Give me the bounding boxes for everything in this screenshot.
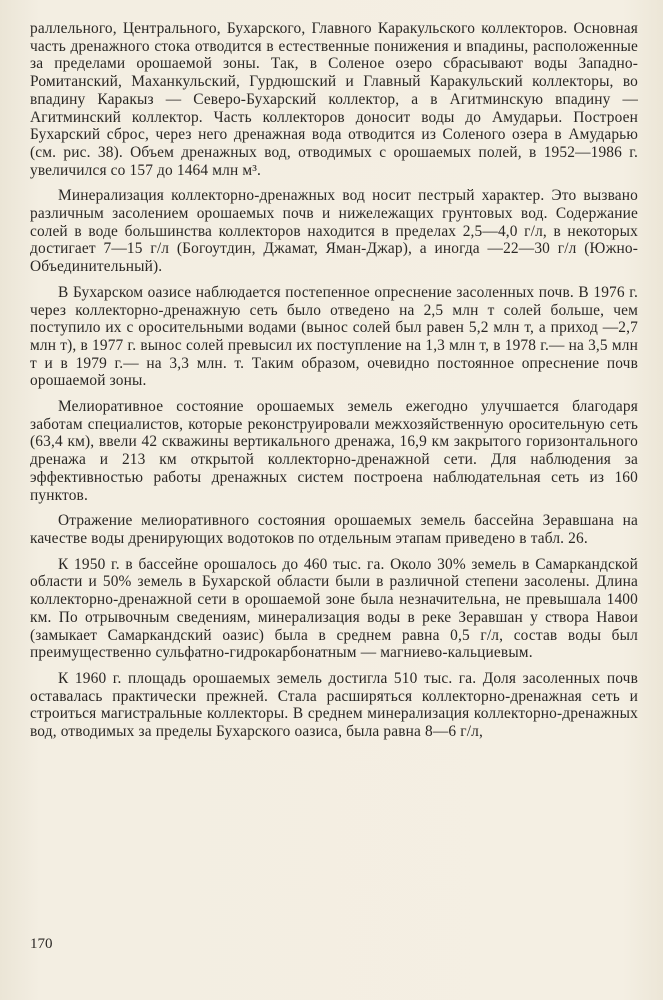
paragraph-continued: раллельного, Центрального, Бухарского, Главного Каракульского коллекторов. Основная часть дренажного стока отводится в естественные понижения и впадины, расположенные за пределами орошаемой зоны. Так, в Соленое озеро сбрасывают воды Западно-Ромитанский, Маханкульский, Гурдюшский и Главный Каракульский коллекторы, во впадину Каракыз — Северо-Бухарский коллектор, а в Агитминскую впадину — Агитминский коллектор. Часть коллекторов доносит воды до Амударьи. Построен Бухарский сброс, через него дренажная вода отводится из Соленого озера в Амударью (см. рис. 38). Объем дренажных вод, отводимых с орошаемых полей, в 1952—1986 г. увеличился со 157 до 1464 млн м³.	[30, 20, 638, 179]
page-number: 170	[30, 936, 53, 952]
paragraph-mineralization: Минерализация коллекторно-дренажных вод носит пестрый характер. Это вызвано различным засолением орошаемых почв и нижележащих грунтовых вод. Содержание солей в воде большинства коллекторов находится в пределах 2,5—4,0 г/л, в некоторых достигает 7—15 г/л (Богоутдин, Джамат, Яман-Джар), а иногда —22—30 г/л (Южно-Объединительный).	[30, 187, 638, 276]
paragraph-melioration-state: Мелиоративное состояние орошаемых земель ежегодно улучшается благодаря заботам специалистов, которые реконструировали межхозяйственную оросительную сеть (63,4 км), ввели 42 скважины вертикального дренажа, 16,9 км закрытого горизонтального дренажа и 213 км открытой коллекторно-дренажной сети. Для наблюдения за эффективностью работы дренажных систем построена наблюдательная сеть из 160 пунктов.	[30, 398, 638, 504]
paragraph-1960: К 1960 г. площадь орошаемых земель достигла 510 тыс. га. Доля засоленных почв оставалась практически прежней. Стала расширяться коллекторно-дренажная сеть и строиться магистральные коллекторы. В среднем минерализация коллекторно-дренажных вод, отводимых за пределы Бухарского оазиса, была равна 8—6 г/л,	[30, 669, 638, 741]
body-text	[30, 20, 638, 749]
paragraph-bukhara-oasis: В Бухарском оазисе наблюдается постепенное опреснение засоленных почв. В 1976 г. через коллекторно-дренажную сеть было отведено на 2,5 млн т солей больше, чем поступило их с оросительными водами (вынос солей был равен 5,2 млн т, а приход —2,7 млн т), в 1977 г. вынос солей превысил их поступление на 1,3 млн т, в 1978 г.— на 3,5 млн т и в 1979 г.— на 3,3 млн. т. Таким образом, очевидно постоянное опреснение почв орошаемой зоны.	[30, 283, 638, 390]
paragraph-table-reference: Отражение мелиоративного состояния орошаемых земель бассейна Зеравшана на качестве воды дренирующих водотоков по отдельным этапам приведено в табл. 26.	[30, 512, 638, 547]
paragraph-1950: К 1950 г. в бассейне орошалось до 460 тыс. га. Около 30% земель в Самаркандской области и 50% земель в Бухарской области были в различной степени засолены. Длина коллекторно-дренажной сети в орошаемой зоне была незначительна, не превышала 1400 км. По отрывочным сведениям, минерализация воды в реке Зеравшан у створа Навои (замыкает Самаркандский оазис) была в среднем равна 0,5 г/л, состав воды был преимущественно сульфатно-гидрокарбонатным — магниево-кальциевым.	[30, 555, 638, 662]
